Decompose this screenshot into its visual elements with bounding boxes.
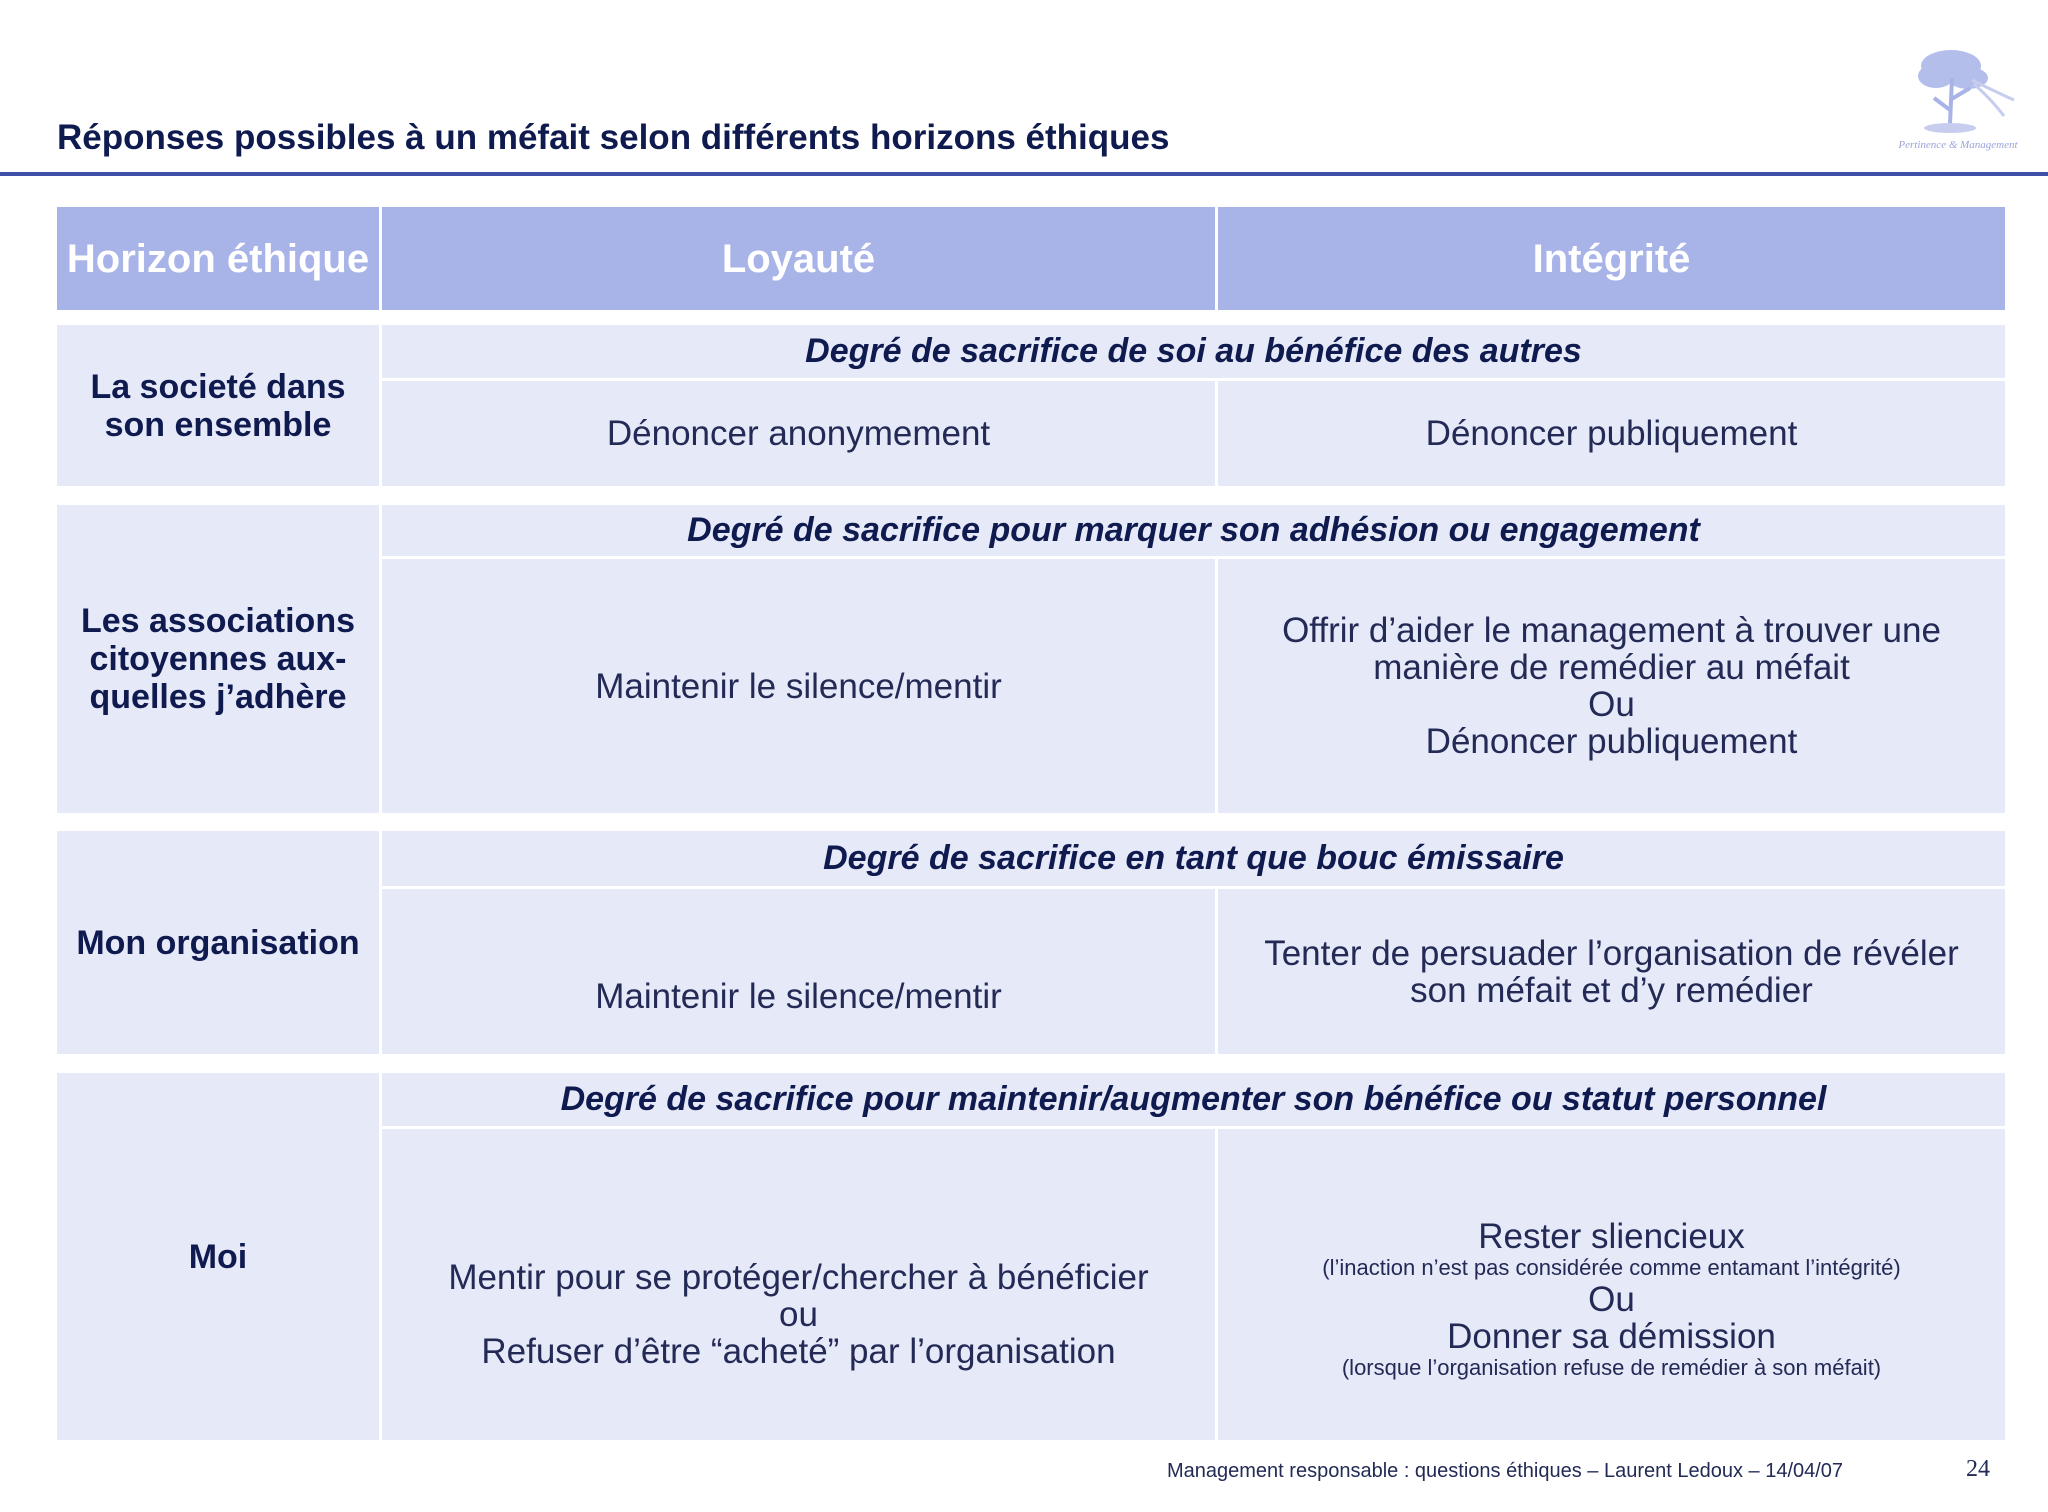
text-line: Offrir d’aider le management à trouver une <box>1282 611 1941 650</box>
text-line: ou <box>779 1295 818 1334</box>
title-divider <box>0 172 2048 176</box>
cell-society-integrity: Dénoncer publiquement <box>1218 381 2005 486</box>
header-integrity: Intégrité <box>1218 207 2005 310</box>
header-loyalty: Loyauté <box>382 207 1215 310</box>
text-line: manière de remédier au méfait <box>1373 648 1850 687</box>
cell-society-loyalty: Dénoncer anonymement <box>382 381 1215 486</box>
row-label-associations: Les associations citoyennes aux-quelles j’adhère <box>57 505 379 813</box>
row-subheader-me: Degré de sacrifice pour maintenir/augmenter son bénéfice ou statut personnel <box>382 1073 2005 1126</box>
cell-me-integrity <box>1218 1129 2005 1440</box>
text-line: Donner sa démission <box>1447 1317 1776 1356</box>
text-line: Mentir pour se protéger/chercher à bénéficier <box>448 1258 1149 1297</box>
text-note: (l’inaction n’est pas considérée comme entamant l’intégrité) <box>1322 1255 1901 1280</box>
footer-text: Management responsable : questions éthiques – Laurent Ledoux – 14/04/07 <box>1167 1460 1844 1482</box>
logo-text: Pertinence & Management <box>1898 139 2018 151</box>
text-note: (lorsque l’organisation refuse de remédier à son méfait) <box>1341 1355 1882 1380</box>
row-subheader-associations: Degré de sacrifice pour marquer son adhésion ou engagement <box>382 505 2005 556</box>
row-subheader-society: Degré de sacrifice de soi au bénéfice des autres <box>382 325 2005 378</box>
cell-organization-loyalty: Maintenir le silence/mentir <box>382 889 1215 1054</box>
row-label-society: La societé dans son ensemble <box>57 325 379 486</box>
cell-associations-loyalty: Maintenir le silence/mentir <box>382 559 1215 813</box>
text-line: Refuser d’être “acheté” par l’organisation <box>481 1332 1116 1371</box>
row-subheader-organization: Degré de sacrifice en tant que bouc émissaire <box>382 831 2005 886</box>
text-line: Dénoncer publiquement <box>1425 722 1798 761</box>
text-line: Ou <box>1588 1280 1635 1319</box>
cell-associations-integrity <box>1218 559 2005 813</box>
text-line: son méfait et d’y remédier <box>1410 970 1813 1010</box>
text-line: Rester sliencieux <box>1478 1217 1745 1256</box>
header-horizon: Horizon éthique <box>57 207 379 310</box>
page-number: 24 <box>1966 1456 1990 1482</box>
text-line: Tenter de persuader l’organisation de révéler <box>1264 933 1959 973</box>
page-title: Réponses possibles à un méfait selon différents horizons éthiques <box>57 118 1170 157</box>
cell-organization-integrity <box>1218 889 2005 1054</box>
cell-me-loyalty <box>382 1129 1215 1440</box>
tree-logo-icon <box>1896 40 2020 158</box>
row-label-organization: Mon organisation <box>57 831 379 1054</box>
row-label-me: Moi <box>57 1073 379 1440</box>
text-line: Ou <box>1588 685 1635 724</box>
